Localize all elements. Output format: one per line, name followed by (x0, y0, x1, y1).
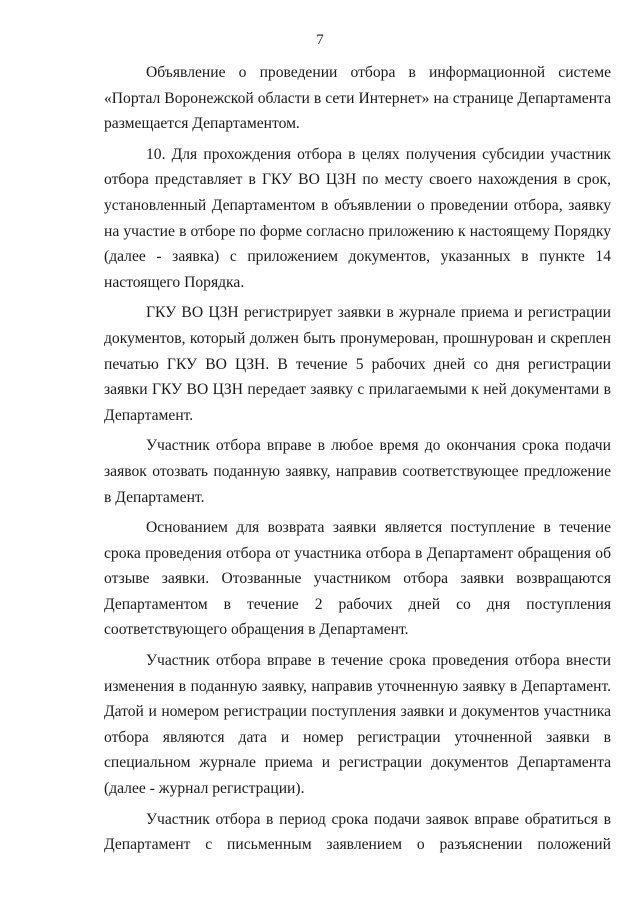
paragraph-clarification: Участник отбора в период срока подачи заявок вправе обратиться в Департамент с письменным заявлением о разъяснении положений (104, 810, 611, 854)
paragraph-return-grounds: Основанием для возврата заявки является поступление в течение срока проведения отбора от участника отбора в Департамент обращения об отзыве заявки. Отозванные участником отбора заявки возвращаются Департаментом в течение 2 рабочих дней со дня поступления соответствующего обращения в Департамент. (104, 519, 611, 639)
paragraph-amendments: Участник отбора вправе в течение срока проведения отбора внести изменения в поданную заявку, направив уточненную заявку в Департамент. Датой и номером регистрации поступления заявки и документов участника отбора являются дата и номер регистрации уточненной заявки в специальном журнале приема и регистрации документов Департамента (далее - журнал регистрации). (104, 652, 611, 798)
page-number: 7 (316, 32, 324, 48)
paragraph-withdrawal: Участник отбора вправе в любое время до окончания срока подачи заявок отозвать поданную заявку, направив соответствующее предложение в Департамент. (104, 437, 611, 506)
paragraph-item-10: 10. Для прохождения отбора в целях получения субсидии участник отбора представляет в ГКУ ВО ЦЗН по месту своего нахождения в срок, установленный Департаментом в объявлении о проведении отбора, заявку на участие в отборе по форме согласно приложению к настоящему Порядку (далее - заявка) с приложением документов, указанных в пункте 14 настоящего Порядка. (104, 145, 611, 291)
paragraph-announcement: Объявление о проведении отбора в информационной системе «Портал Воронежской области в сети Интернет» на странице Департамента размещается Департаментом. (104, 64, 611, 133)
document-body (104, 60, 611, 863)
paragraph-registration: ГКУ ВО ЦЗН регистрирует заявки в журнале приема и регистрации документов, который должен быть пронумерован, прошнурован и скреплен печатью ГКУ ВО ЦЗН. В течение 5 рабочих дней со дня регистрации заявки ГКУ ВО ЦЗН передает заявку с прилагаемыми к ней документами в Департамент. (104, 304, 611, 424)
